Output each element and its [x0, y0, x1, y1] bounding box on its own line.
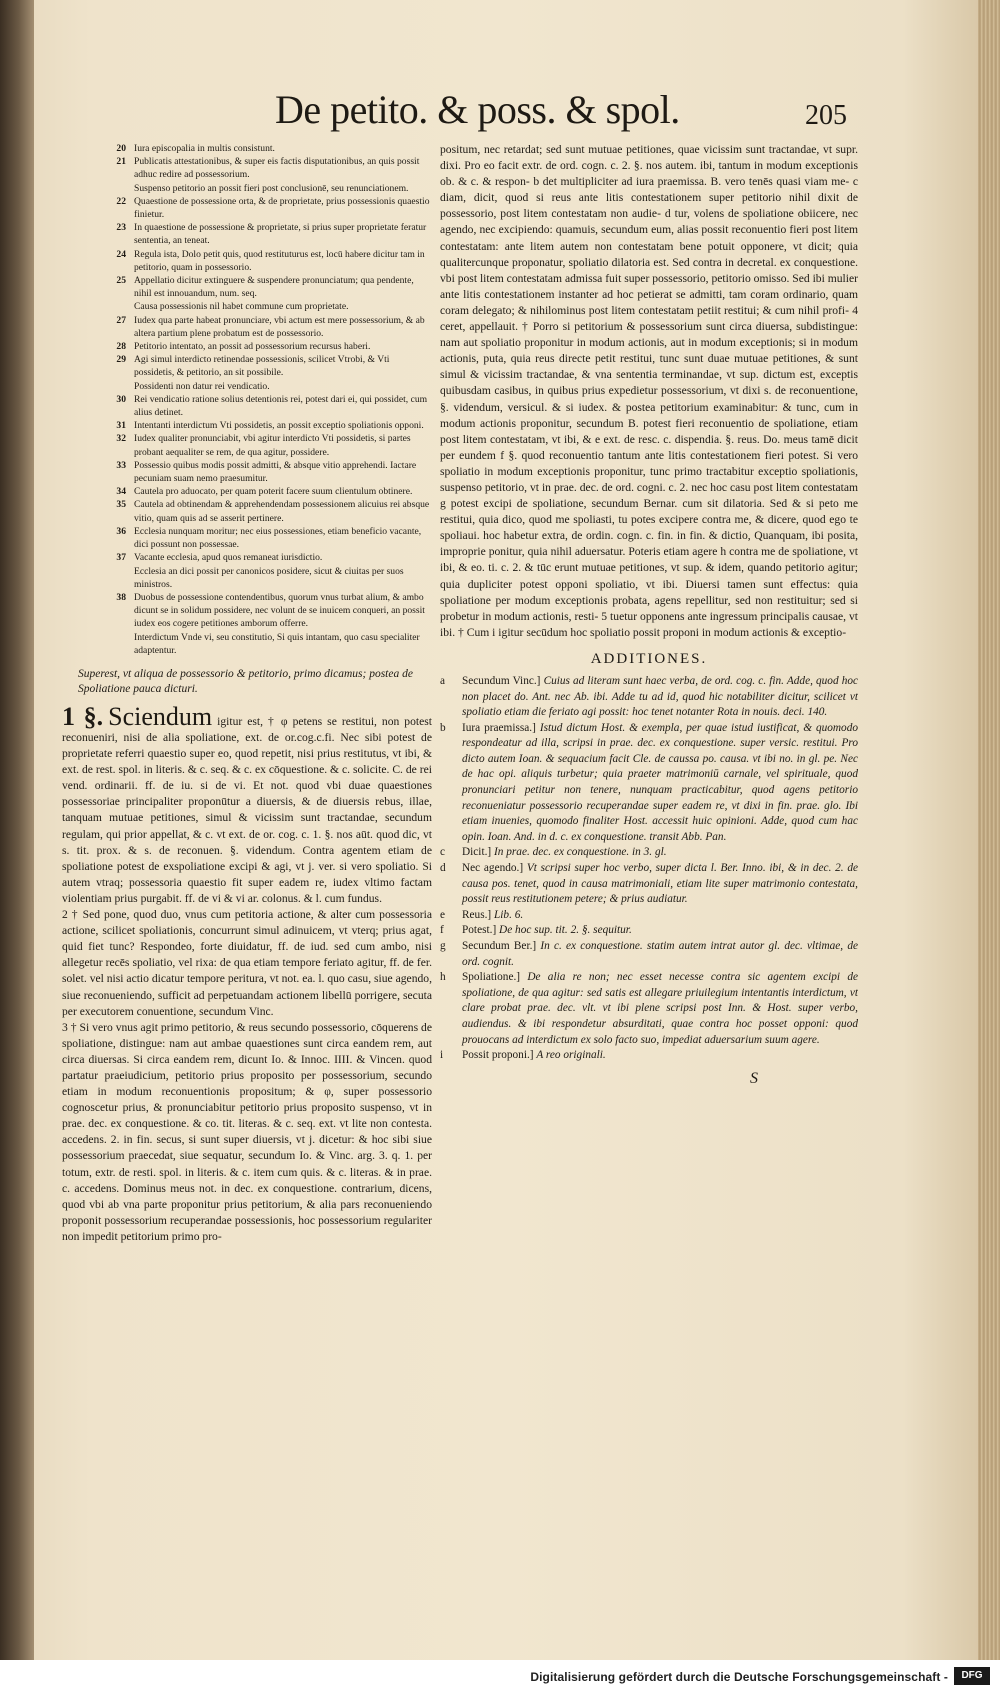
index-text: Cautela pro aduocato, per quam poterit facere suum clientulum obtinere. [134, 486, 413, 498]
index-item [102, 182, 432, 195]
index-text: Causa possessionis nil habet commune cum proprietate. [134, 301, 349, 313]
index-text: In quaestione de possessione & proprietate, si prius super proprietate feratur sententia, an teneat. [134, 222, 427, 247]
index-item [102, 525, 432, 551]
note-lemma: Potest.] [462, 924, 497, 937]
left-paragraph-1-text: igitur est, † φ petens se restitui, non potest reconueniri, nisi de alia spoliatione, ext. de or.cog.c.fi. Nec sibi potest de proprietate referri quaestio super eo, quod repetit, nisi prius restitutus, vt ibi, & ext. de rest. spol. in literis. & c. seq. & c. ex cōquestione. & c. solicite. C. de rei vend. ordinarii. ff. de iu. si de vi. Et not. quod vbi duae quaestiones possessoriae principaliter proponūtur a diuersis, & de diuersis rebus, illae, tanquam mutuae petitiones, simul & vicissim sunt tractandae, secundum regulam, qui prior appellat, & c. vt ext. de or. cog. c. 1. §. nos aūt. quod dic, vt s. tit. prox. & s. de reconuen. §. videndum. Contra agentem etiam de spoliatione potest de exspoliatione excipi & agi, vt j. ver. si vero spoliatio. Si autem vtraq; possessoria quaestio fit super eadem re, iudex vltimo factam violentiam prius purgabit. ff. de vi & vi ar. colonus. & l. cum fundus. [62, 714, 432, 905]
left-paragraph-3: 3 † Si vero vnus agit primo petitorio, & reus secundo possessorio, cōquerens de spoliatione, distingue: nam aut ambae quaestiones sunt circa eandem rem, aut circa diuersas. Si circa eandem rem, dicunt Io. & Innoc. IIII. & Vincen. quod partatur praeiudicium, petitorio prius proposito per possessorium, secundo etiam in modum reconuentionis propositum; & φ, super possessorio cognoscetur prius, & pronunciabitur petitorio prius proposito suspenso, vt in prae. dec. ex conquestione. & co. tit. literas. & c. seq. ext. vt lite non contesta. accedens. 2. in fin. secus, si sunt super diuersis, vt j. dicetur: & hoc sibi siue possessorium praecedat, siue sequatur, secundum Io. & Vinc. arg. 3. q. 1. per totum, extr. de resti. spol. in literis. & c. item cum quis. & c. literas. & in prae. c. accedens. Dominus meus not. in dec. ex conquestione. contrarium, dicens, quod vbi ab vna parte proponitur prius petitorium, & alia pars reconueniendo proponit possessorium recuperandae possessionis, hoc possessorium regulariter non impedit petitorium primo pro- [62, 1020, 432, 1243]
note-gloss: Cuius ad literam sunt haec verba, de ord. cog. c. fin. Adde, quod hoc non placet do. Ant. nec Ab. ibi. Adde tu ad id, quod hic notabiliter dicitur, scilicet vt spoliatio etiam die feriato agi possit: hoc tenet notanter Rota in nouis. deci. 140. [462, 674, 858, 719]
note-lemma: Iura praemissa.] [462, 721, 536, 734]
index-item [102, 274, 432, 300]
index-number: 23 [116, 222, 126, 234]
index-number: 36 [116, 525, 126, 537]
index-text: Iudex qua parte habeat pronunciare, vbi actum est mere possessorium, & ab altera partium plene probatum est de possessorio. [134, 314, 425, 339]
addition-note [440, 845, 858, 861]
left-paragraph-1 [62, 701, 432, 907]
index-number: 25 [116, 275, 126, 287]
index-number: 21 [116, 156, 126, 168]
index-item [102, 221, 432, 247]
note-letter: b [440, 721, 446, 734]
addition-note [440, 970, 858, 1048]
index-item [102, 551, 432, 564]
right-paragraph-1: positum, nec retardat; sed sunt mutuae petitiones, quae vicissim sunt tractandae, vt supr. dixi. Pro eo facit extr. de ord. cogn. c. 2. §. nos autem. ibi, tantum in modum exceptionis ob. & c. & respon- b det multipliciter ad iura praemissa. B. vero tenēs quasi viam me- c diam, dicit, quod si reus ante litis contestationem super petitorio nihil dixit de possessorio, post litem contestatam non audie- d tur, volens de spoliatione obiicere, nec agendo, nec excipiendo: quamuis, secundum eum, alias possit reconuentio fieri post litem contestatam: ante litem autem non contestatam bene potuit opponere, vt dicit; quia qualitercunque proponatur, spoliatio dilatoria est. Sed contra in decretal. ex conquestione. vbi post litem contestatam admissa fuit super possessorio, petitorio omisso. Sed ibi mulier ante litis contestationem instanter ad hoc petierat se admitti, tam coram ordinario, quam coram delegato; & nihilominus post litem contestatam petiit restitui; & cum nihil profi- 4 ceret, appellauit. † Porro si petitorium & possessorium sunt circa diuersa, subdistingue: nam aut spoliatio proponitur in modum actionis, aut in modum exceptionis; si in modum actionis, puta, quia reus directe petit restitui, tunc sunt duae mutuae petitiones, & sunt simul & vicissim tractandae, & vna sententia terminandae, vt sup. dictum est, exceptis quibusdam casibus, in quibus prius expedietur possessorium, vt dixi s. de reconuentione, §. videndum, versicul. & si iudex. & postea petitorium examinabitur: & tunc, cum in modum actionis proponitur, secundum B. potest fieri reconuentio de spoliatione, etiam post litem contestatam, vt ibi, & e ext. de resc. c. dispendia. §. reus. Do. meus tamē dicit per eundem f §. quod reconuentio tantum ante litis contestationem fieri potest. Si vero spoliatio in modum exceptionis proponitur, tunc primo tractabitur exceptio spoliationis, suspenso petitorio, vt in prae. dec. de ord. cogni. c. 2. nec hoc casu post litem contestatam g potest excipi de spoliatione, secundum Bernar. cum sit dilatoria. Sed & si peto me restitui, quia dico, quod me spoliasti, tu potes excipere contra me, & dicere, quod ego te spoliaui. hoc habetur extra, de ordin. cogn. c. fin. in fin. & dictio, Quanquam, ibi posita, improprie ponitur, quia nihil aduersatur. Poteris etiam agere h contra me de spoliatione, vt ibi, & eo. ti. c. 2. & tūc erunt mutuae petitiones, vt sup. & idem, quando petitorio agitur; quia dupliciter potest opponi spoliatio, vt ibi. Diuersi tamen sunt effectus: quia spoliatione per modum exceptionis probata, agens repellitur, sed non restituitur; sed si probetur in modum actionis, resti- 5 tuetur opponens ante ingressum principalis causae, vt ibi. † Cum i igitur secūdum hoc spoliatio possit proponi in modum actionis & exceptio- [440, 143, 858, 639]
index-text: Regula ista, Dolo petit quis, quod restituturus est, locū habere dicitur tam in petitorio, quam in possessorio. [134, 248, 425, 273]
index-number: 24 [116, 248, 126, 260]
note-letter: i [440, 1049, 444, 1062]
index-item [102, 485, 432, 498]
catchword: S [750, 1069, 758, 1087]
index-text: Ecclesia nunquam moritur; nec eius possessiones, etiam beneficio vacante, dici possunt non possessae. [134, 525, 422, 551]
book-gutter [0, 0, 34, 1695]
note-gloss: De alia re non; nec esset necesse contra sic agentem excipi de spoliatione, de qua agitur: sed satis est allegare priuilegium intentantis interdictum, vt clare probat prae. dec. vlt. vt ibi plene scripsi post Inn. & Host. super verbo, audiendus. & ibi respondetur absurditati, quae contra hoc posset opponi: quod prouocans ad interdictum ex solo facto suo, impediat aduersarium suum agere. [462, 971, 858, 1046]
index-text: Agi simul interdicto retinendae possessionis, scilicet Vtrobi, & Vti possidetis, & petitorio, an sit possibile. [134, 354, 390, 379]
index-item [102, 498, 432, 524]
note-letter: a [440, 674, 446, 687]
index-number: 28 [116, 341, 126, 353]
index-text: Quaestione de possessione orta, & de proprietate, prius possessionis quaestio finietur. [134, 195, 430, 221]
note-gloss: In prae. dec. ex conquestione. in 3. gl. [494, 846, 667, 859]
index-item [102, 459, 432, 485]
superest-line: Superest, vt aliqua de possessorio & petitorio, primo dicamus; postea de Spoliatione pauca dicturi. [78, 667, 413, 695]
right-column [440, 142, 858, 1472]
index-item [102, 142, 432, 155]
index-number: 31 [116, 420, 126, 432]
note-lemma: Reus.] [462, 908, 492, 921]
index-item [102, 353, 432, 379]
index-text: Interdictum Vnde vi, seu constitutio, Si quis intantam, quo casu specialiter adaptentur. [134, 631, 420, 656]
index-item [102, 591, 432, 631]
index-item [102, 300, 432, 313]
note-letter: g [440, 940, 446, 952]
addition-note [440, 939, 858, 970]
keyword-sciendum: Sciendum [108, 701, 213, 731]
note-letter: h [440, 971, 446, 984]
note-gloss: Lib. 6. [494, 908, 524, 921]
index-number: 35 [116, 499, 126, 511]
note-gloss: De hoc sup. tit. 2. §. sequitur. [499, 924, 632, 937]
index-number: 20 [116, 143, 126, 154]
index-item [102, 432, 432, 458]
index-text: Intentanti interdictum Vti possidetis, an possit exceptio spoliationis opponi. [134, 420, 424, 432]
index-item [102, 155, 432, 181]
index-item [102, 565, 432, 591]
footer-credit: Digitalisierung gefördert durch die Deutsche Forschungsgemeinschaft - [530, 1670, 948, 1684]
index-number: 22 [116, 195, 126, 207]
section-marker: 1 §. [62, 701, 104, 731]
index-number: 30 [116, 393, 126, 405]
note-gloss: In c. ex conquestione. statim autem intrat autor gl. dec. vltimae, de ord. cognit. [462, 940, 858, 968]
index-text: Possessio quibus modis possit admitti, & absque vitio apprehendi. Iactare pecuniam suam nemo praesumitur. [134, 459, 417, 485]
addition-note [440, 908, 858, 924]
addition-note [440, 721, 858, 846]
index-text: Duobus de possessione contendentibus, quorum vnus turbat alium, & ambo dicunt se in solidum possidere, nec volunt de se inuicem conqueri, an possit iudex eos cogere petitiones amborum offerre. [134, 591, 425, 630]
index-text: Iudex qualiter pronunciabit, vbi agitur interdicto Vti possidetis, si partes probant aequaliter se rem, de qua agitur, possidere. [134, 433, 411, 458]
index-item [102, 248, 432, 274]
additiones-heading: ADDITIONES. [590, 650, 708, 667]
index-item [102, 393, 432, 419]
note-lemma: Possit proponi.] [462, 1049, 534, 1062]
index-number: 29 [116, 354, 126, 366]
addition-note [440, 1048, 858, 1064]
note-letter: f [440, 924, 444, 937]
index-item [102, 340, 432, 353]
left-column [62, 142, 432, 1542]
note-gloss: Vt scripsi super hoc verbo, super dicta l. Ber. Inno. ibi, & in dec. 2. de causa pos. tenet, quod in causa matrimoniali, etiam lite super matrimonio contestata, possit reus restitutionem petere; & prius audiatur. [462, 862, 858, 906]
addition-note [440, 923, 858, 939]
index-number: 38 [116, 591, 126, 603]
note-lemma: Spoliatione.] [462, 971, 521, 984]
additiones-notes [440, 674, 858, 1064]
page-edges [978, 0, 1000, 1660]
index-text: Cautela ad obtinendam & apprehendendam possessionem alicuius rei absque vitio, quam quis ad se asserit pertinere. [134, 499, 430, 524]
index-text: Ecclesia an dici possit per canonicos posidere, sicut & ciuitas per suos ministros. [134, 565, 404, 590]
addition-note [440, 861, 858, 908]
index-text: Petitorio intentato, an possit ad possessorium recursus haberi. [134, 341, 371, 353]
index-number: 37 [116, 552, 126, 564]
index-item [102, 419, 432, 432]
index-text: Vacante ecclesia, apud quos remaneat iurisdictio. [134, 552, 323, 564]
index-item [102, 314, 432, 340]
index-number: 34 [116, 486, 126, 498]
summary-index [62, 142, 432, 657]
addition-note [440, 674, 858, 721]
index-text: Publicatis attestationibus, & super eis factis disputationibus, an quis possit adhuc redire ad possessorium. [134, 156, 420, 181]
index-item [102, 631, 432, 657]
note-lemma: Nec agendo.] [462, 862, 524, 875]
index-item [102, 195, 432, 221]
note-lemma: Secundum Vinc.] [462, 674, 541, 687]
index-text: Appellatio dicitur extinguere & suspendere pronunciatum; qua pendente, nihil est innouandum, num. seq. [134, 275, 414, 300]
note-lemma: Secundum Ber.] [462, 940, 537, 952]
note-gloss: A reo originali. [536, 1049, 606, 1062]
note-lemma: Dicit.] [462, 846, 492, 859]
index-number: 33 [116, 459, 126, 471]
dfg-logo: DFG [954, 1667, 990, 1685]
index-text: Suspenso petitorio an possit fieri post conclusionē, seu renunciationem. [134, 182, 409, 194]
index-item [102, 380, 432, 393]
index-number: 27 [116, 314, 126, 326]
note-letter: c [440, 846, 446, 859]
index-text: Possidenti non datur rei vendicatio. [134, 380, 270, 392]
index-text: Iura episcopalia in multis consistunt. [134, 143, 275, 154]
note-letter: e [440, 908, 446, 921]
index-text: Rei vendicatio ratione solius detentionis rei, potest dari ei, qui possidet, cum alius detinet. [134, 393, 428, 419]
note-gloss: Istud dictum Host. & exempla, per quae istud iustificat, & quomodo respondeatur ad illa, scripsi in prae. dec. ex conquestione. super versic. restitui. Pro dicto autem Ioan. & sequacium facit Cle. de caussa po. causa. vt ibi no. in gl. pe. Nec de hac opi. aliquis turbetur; quia praeter matrimoniū carnale, vel spirituale, quod pronunciari petitur non tenere, nunquam practicabitur, quod agens petitorio reconueniatur possessorio recuperandae super eadem re, vt dixi in fin. prae. glo. Ibi etiam inuenies, quomodo finaliter Host. accessit huic opinioni. Adde, quod cum hac opin. Ioan. And. in d. c. ex conquestione. transit Abb. Pan. [462, 721, 858, 843]
page-number: 205 [805, 100, 847, 131]
left-paragraph-2: 2 † Sed pone, quod duo, vnus cum petitoria actione, & alter cum possessoria actione, scilicet spoliationis, concurrunt simul adinuicem, vt vterq; prius agat, quid fiet tunc? Respondeo, forte diuidatur, ff. de iud. sed cum ambo, nisi allegetur recēs spoliatio, vel rixa: de qua etiam tempore feriato agitur, ff. de fer. solet. vel nisi actio dicatur tempore peritura, vt not. ea. l. quo casu, siue agendo, siue reconueniendo, sufficit ad perpetuandam actionem libellū porrigere, secuta per executorem conuentione, secundum Vinc. [62, 908, 432, 1018]
running-title: De petito. & poss. & spol. [275, 87, 680, 132]
index-number: 32 [116, 433, 126, 445]
note-letter: d [440, 862, 446, 875]
